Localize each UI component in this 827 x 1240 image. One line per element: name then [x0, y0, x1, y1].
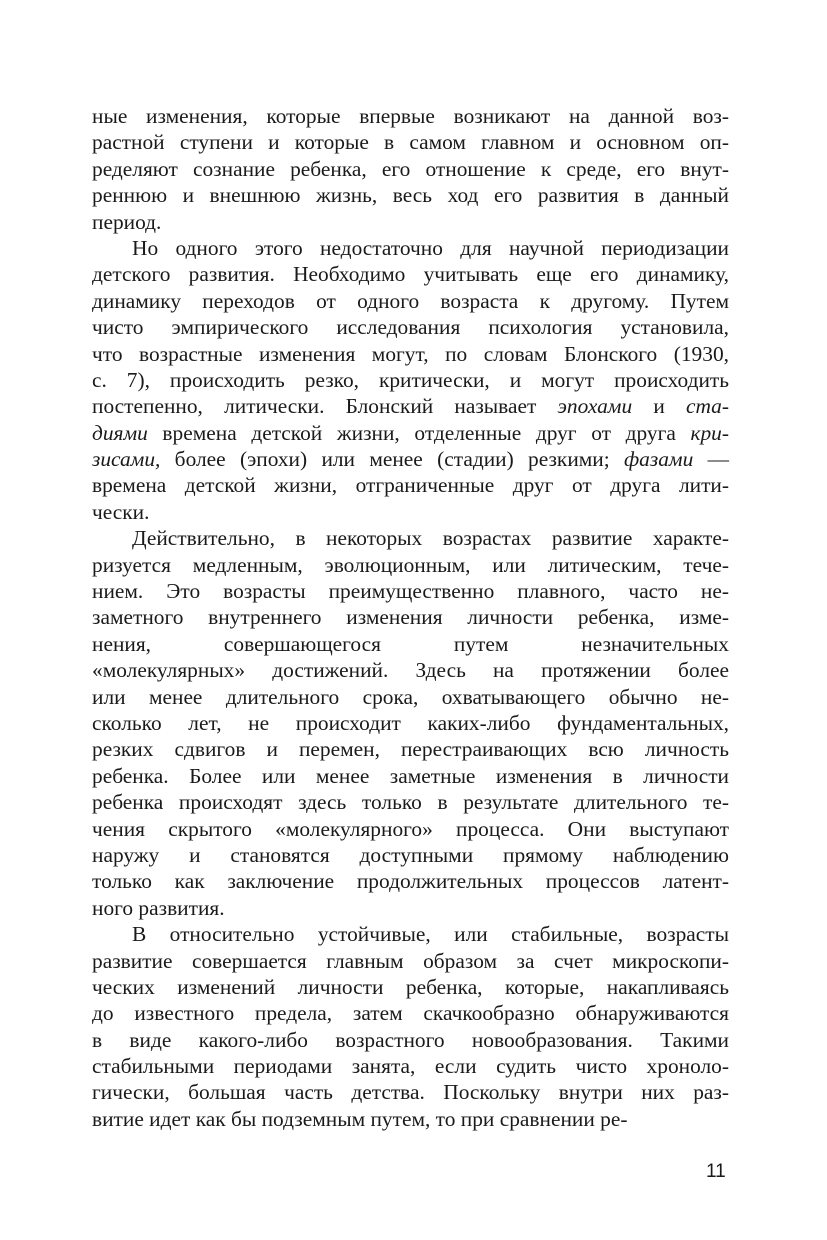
text-line: ризуется медленным, эволюционным, или литическим, тече-	[92, 552, 729, 577]
page-body	[92, 103, 729, 1132]
text-line: ного развития.	[92, 895, 225, 920]
text-line: гически, большая часть детства. Поскольку внутри них раз-	[92, 1080, 729, 1105]
text-line: до известного предела, затем скачкообразно обнаруживаются	[92, 1001, 729, 1026]
text-line: что возрастные изменения могут, по словам Блонского (1930,	[92, 341, 729, 366]
text-line: витие идет как бы подземным путем, то при сравнении ре-	[92, 1106, 628, 1131]
text-line: чески.	[92, 499, 150, 524]
text-line: стабильными периодами занята, если судить чисто хроноло-	[92, 1054, 729, 1079]
text-line: или менее длительного срока, охватывающего обычно не-	[92, 684, 729, 709]
text-line: нием. Это возрасты преимущественно плавного, часто не-	[92, 579, 729, 604]
text-line: заметного внутреннего изменения личности ребенка, изме-	[92, 605, 729, 630]
paragraph	[92, 103, 729, 235]
text-line: только как заключение продолжительных процессов латент-	[92, 869, 729, 894]
text-line: зисами, более (эпохи) или менее (стадии) резкими; фазами —	[92, 447, 729, 472]
text-line: нения, совершающегося путем незначительных	[92, 631, 729, 656]
text-line: «молекулярных» достижений. Здесь на протяжении более	[92, 658, 729, 683]
text-line: растной ступени и которые в самом главном и основном оп-	[92, 130, 729, 155]
text-line: ребенка. Более или менее заметные изменения в личности	[92, 763, 729, 788]
text-line: ребенка происходят здесь только в результате длительного те-	[92, 790, 729, 815]
text-line: резких сдвигов и перемен, перестраивающих всю личность	[92, 737, 729, 762]
text-line: чения скрытого «молекулярного» процесса. Они выступают	[92, 816, 729, 841]
text-line: Но одного этого недостаточно для научной периодизации	[132, 235, 729, 260]
text-line: ные изменения, которые впервые возникают на данной воз-	[92, 104, 729, 128]
text-line: детского развития. Необходимо учитывать еще его динамику,	[92, 262, 729, 287]
text-line: ределяют сознание ребенка, его отношение к среде, его внут-	[92, 156, 729, 181]
paragraph	[92, 235, 729, 525]
text-line: Действительно, в некоторых возрастах развитие характе-	[132, 526, 729, 551]
text-line: в виде какого-либо возрастного новообразования. Такими	[92, 1027, 729, 1052]
text-line: развитие совершается главным образом за счет микроскопи-	[92, 948, 729, 973]
paragraph	[92, 921, 729, 1132]
text-line: с. 7), происходить резко, критически, и могут происходить	[92, 367, 729, 392]
text-line: период.	[92, 209, 162, 234]
text-line: ческих изменений личности ребенка, которые, накапливаясь	[92, 974, 729, 999]
text-line: реннюю и внешнюю жизнь, весь ход его развития в данный	[92, 183, 729, 208]
text-line: времена детской жизни, отграниченные друг от друга лити-	[92, 473, 729, 498]
text-line: сколько лет, не происходит каких-либо фундаментальных,	[92, 710, 729, 735]
text-line: динамику переходов от одного возраста к другому. Путем	[92, 288, 729, 313]
text-line: постепенно, литически. Блонский называет эпохами и ста-	[92, 394, 729, 419]
page-number: 11	[706, 1161, 726, 1182]
text-line: диями времена детской жизни, отделенные друг от друга кри-	[92, 420, 729, 445]
text-line: наружу и становятся доступными прямому наблюдению	[92, 842, 729, 867]
text-line: В относительно устойчивые, или стабильные, возрасты	[132, 922, 729, 947]
text-line: чисто эмпирического исследования психология установила,	[92, 315, 729, 340]
paragraph	[92, 525, 729, 921]
